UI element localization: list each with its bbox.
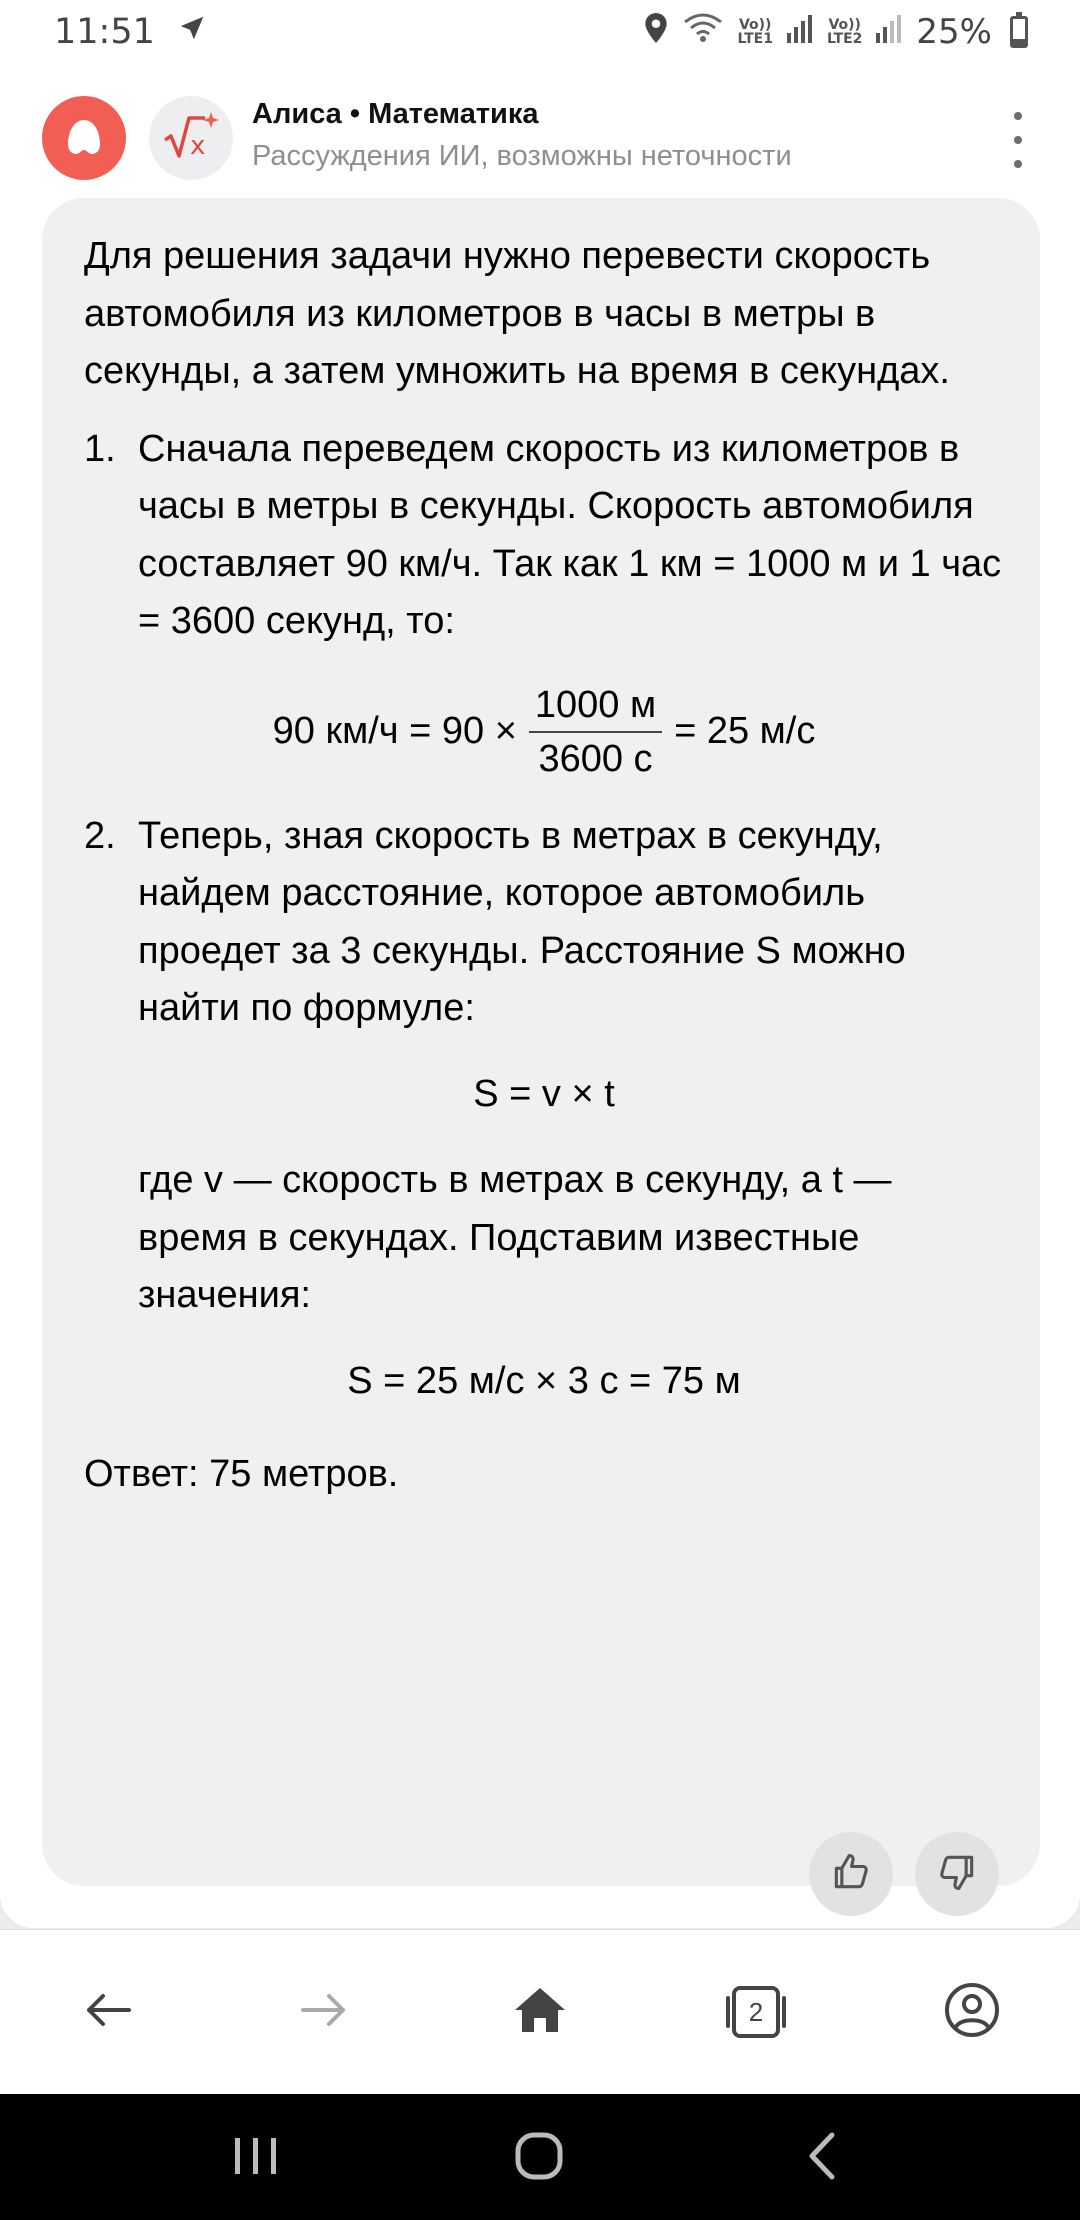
forward-button[interactable]	[288, 1976, 360, 2048]
step-1	[84, 421, 1004, 808]
arrow-left-icon	[83, 1990, 133, 2035]
alice-logo-icon[interactable]	[42, 96, 126, 180]
browser-navbar	[0, 1929, 1080, 2095]
signal1-icon	[787, 12, 813, 52]
fraction	[529, 679, 662, 785]
sim2-indicator	[827, 18, 862, 46]
step-1-text: Сначала переведем скорость из километров в часы в метры в секунды. Скорость автомобиля составляет 90 км/ч. Так как 1 км = 1000 м и 1 час = 3600 секунд, то:	[138, 427, 1002, 642]
answer-content	[84, 228, 1004, 1504]
location-icon	[643, 12, 669, 53]
home-icon	[513, 1986, 567, 2039]
navigation-arrow-icon	[177, 12, 207, 52]
tabs-count: 2	[748, 1996, 764, 2027]
formula-left: 90 км/ч = 90 ×	[272, 709, 517, 752]
thumbs-up-icon	[829, 1850, 873, 1899]
arrow-right-icon	[299, 1990, 349, 2035]
wifi-icon	[683, 12, 723, 53]
fraction-numerator: 1000 м	[529, 679, 662, 733]
status-time: 11:51	[54, 12, 155, 52]
recents-icon	[231, 2134, 281, 2183]
home-system-button[interactable]	[511, 2130, 567, 2186]
dot	[1014, 160, 1022, 168]
tabs-icon	[724, 1984, 788, 2040]
speed-conversion-formula	[84, 681, 1004, 783]
more-options-button[interactable]	[1000, 112, 1036, 168]
profile-button[interactable]	[936, 1976, 1008, 2048]
status-bar	[0, 0, 1080, 64]
home-button[interactable]	[504, 1976, 576, 2048]
chat-subtitle: Рассуждения ИИ, возможны неточности	[252, 140, 792, 172]
sim2-bottom-label: LTE2	[826, 31, 863, 47]
formula-right: = 25 м/с	[674, 709, 816, 752]
answer-bubble	[42, 198, 1040, 1886]
recents-button[interactable]	[228, 2130, 284, 2186]
battery-icon	[1010, 16, 1028, 48]
tabs-button[interactable]	[720, 1976, 792, 2048]
distance-calculation: S = 25 м/с × 3 с = 75 м	[347, 1359, 741, 1402]
status-right	[643, 12, 1028, 53]
like-button[interactable]	[809, 1832, 893, 1916]
step-2-text-2: где v — скорость в метрах в секунду, а t — время в секундах. Подставим известные значения:	[138, 1159, 892, 1316]
sim1-bottom-label: LTE1	[737, 31, 773, 47]
step-2-body	[138, 808, 1004, 1439]
fraction-denominator: 3600 с	[538, 737, 653, 780]
step-2-text: Теперь, зная скорость в метрах в секунду, найдем расстояние, которое автомобиль проедет за 3 секунды. Расстояние S можно найти по формуле:	[138, 814, 906, 1029]
status-left	[54, 12, 207, 52]
sim2-top-label: Vo))	[828, 17, 861, 33]
dislike-button[interactable]	[915, 1832, 999, 1916]
message-card	[0, 64, 1080, 1928]
signal2-icon	[876, 12, 902, 52]
dot	[1014, 112, 1022, 120]
sim1-top-label: Vo))	[738, 17, 772, 33]
distance-formula: S = v × t	[473, 1072, 615, 1115]
intro-text: Для решения задачи нужно перевести скорость автомобиля из километров в часы в метры в секунды, а затем умножить на время в секундах.	[84, 235, 950, 392]
profile-icon	[944, 1982, 1000, 2043]
dot	[1014, 136, 1022, 144]
sim1-indicator	[737, 18, 772, 46]
back-system-button[interactable]	[794, 2130, 850, 2186]
step-2-number: 2.	[84, 814, 116, 857]
chat-page[interactable]	[0, 64, 1080, 1929]
chat-title: Алиса • Математика	[252, 98, 539, 130]
step-1-number: 1.	[84, 427, 116, 470]
step-1-body	[138, 421, 1004, 808]
step-2	[84, 808, 1004, 1439]
battery-percent: 25%	[916, 12, 992, 52]
svg-text:x: x	[190, 131, 206, 161]
math-skill-avatar[interactable]	[149, 96, 233, 180]
system-nav-bar	[0, 2094, 1080, 2220]
back-button[interactable]	[72, 1976, 144, 2048]
home-circle-icon	[514, 2131, 564, 2186]
chevron-left-icon	[804, 2131, 840, 2186]
final-answer: Ответ: 75 метров.	[84, 1453, 399, 1495]
thumbs-down-icon	[935, 1850, 979, 1899]
